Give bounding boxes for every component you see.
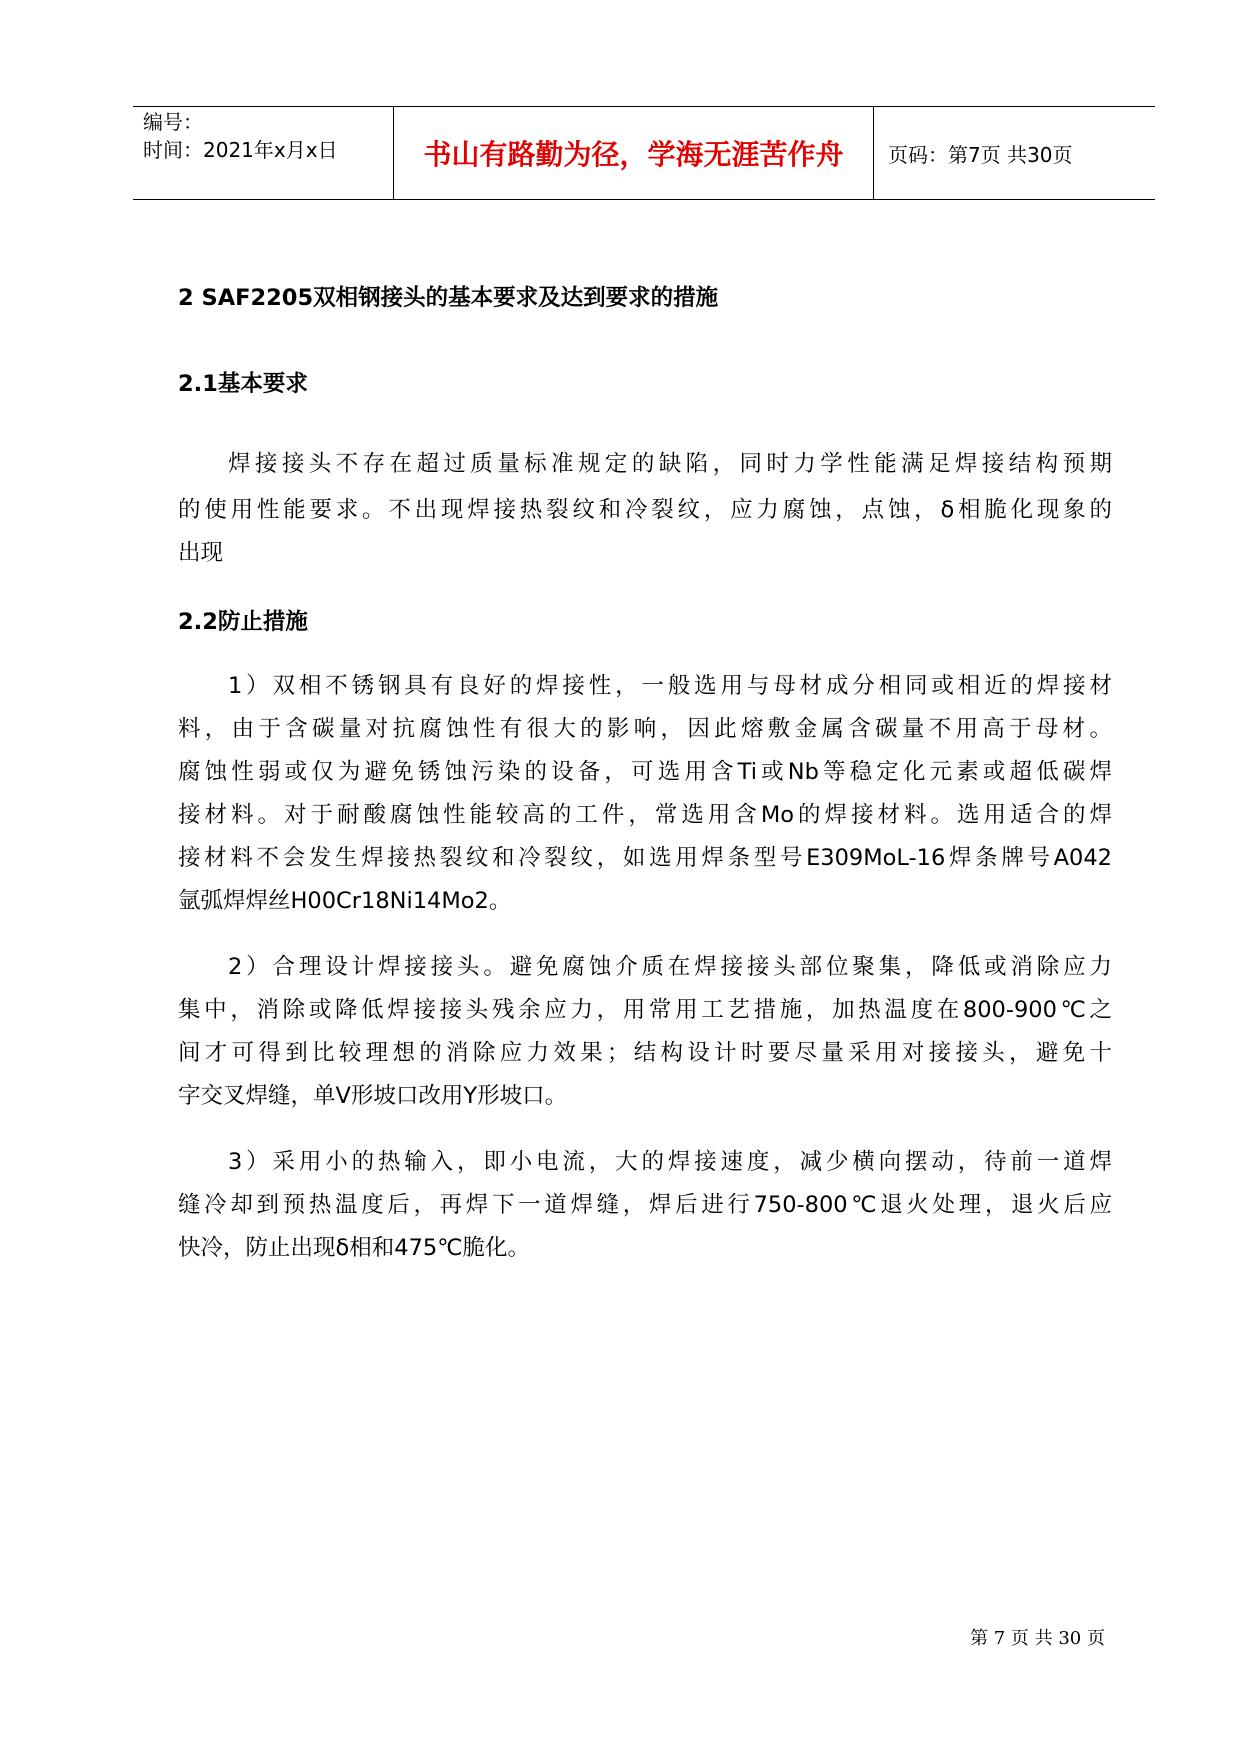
paragraph-line: 3）采用小的热输入，即小电流，大的焊接速度，减少横向摆动，待前一道焊 xyxy=(228,1149,1112,1175)
paragraph-line: 快冷，防止出现δ相和475℃脆化。 xyxy=(178,1235,530,1261)
paragraph-line: 腐蚀性弱或仅为避免锈蚀污染的设备，可选用含Ti或Nb等稳定化元素或超低碳焊 xyxy=(178,759,1112,785)
paragraph-line: 的使用性能要求。不出现焊接热裂纹和冷裂纹，应力腐蚀，点蚀，δ相脆化现象的 xyxy=(178,497,1112,523)
paragraph-line: 接材料不会发生焊接热裂纹和冷裂纹，如选用焊条型号E309MoL-16焊条牌号A042 xyxy=(178,845,1112,871)
header-motto: 书山有路勤为径，学海无涯苦作舟 xyxy=(423,138,844,171)
header-page-cell xyxy=(874,107,1155,199)
paragraph-line: 料，由于含碳量对抗腐蚀性有很大的影响，因此熔敷金属含碳量不用高于母材。 xyxy=(178,716,1112,742)
paragraph-line: 焊接接头不存在超过质量标准规定的缺陷，同时力学性能满足焊接结构预期 xyxy=(228,451,1112,477)
subsection-title-2-1: 2.1基本要求 xyxy=(178,371,308,397)
paragraph-line: 间才可得到比较理想的消除应力效果；结构设计时要尽量采用对接接头，避免十 xyxy=(178,1040,1112,1066)
serial-label: 编号： xyxy=(143,110,203,134)
header-page-info: 页码：第7页 共30页 xyxy=(888,142,1073,167)
paragraph-line: 氩弧焊焊丝H00Cr18Ni14Mo2。 xyxy=(178,888,512,914)
document-header xyxy=(133,106,1155,200)
paragraph-line: 缝冷却到预热温度后，再焊下一道焊缝，焊后进行750-800℃退火处理，退火后应 xyxy=(178,1192,1112,1218)
header-motto-cell xyxy=(393,107,874,199)
subsection-title-2-2: 2.2防止措施 xyxy=(178,609,308,635)
paragraph-line: 出现 xyxy=(178,540,224,566)
time-label: 时间：2021年x月x日 xyxy=(143,138,338,162)
page-footer: 第 7 页 共 30 页 xyxy=(970,1628,1105,1649)
paragraph-line: 2）合理设计焊接接头。避免腐蚀介质在焊接接头部位聚集，降低或消除应力 xyxy=(228,954,1112,980)
section-title: 2 SAF2205双相钢接头的基本要求及达到要求的措施 xyxy=(178,285,719,311)
paragraph-line: 集中，消除或降低焊接接头残余应力，用常用工艺措施，加热温度在800-900℃之 xyxy=(178,997,1112,1023)
paragraph-line: 1）双相不锈钢具有良好的焊接性，一般选用与母材成分相同或相近的焊接材 xyxy=(228,673,1112,699)
header-meta-cell xyxy=(133,107,393,199)
paragraph-line: 接材料。对于耐酸腐蚀性能较高的工件，常选用含Mo的焊接材料。选用适合的焊 xyxy=(178,802,1112,828)
paragraph-line: 字交叉焊缝，单V形坡口改用Y形坡口。 xyxy=(178,1083,568,1109)
